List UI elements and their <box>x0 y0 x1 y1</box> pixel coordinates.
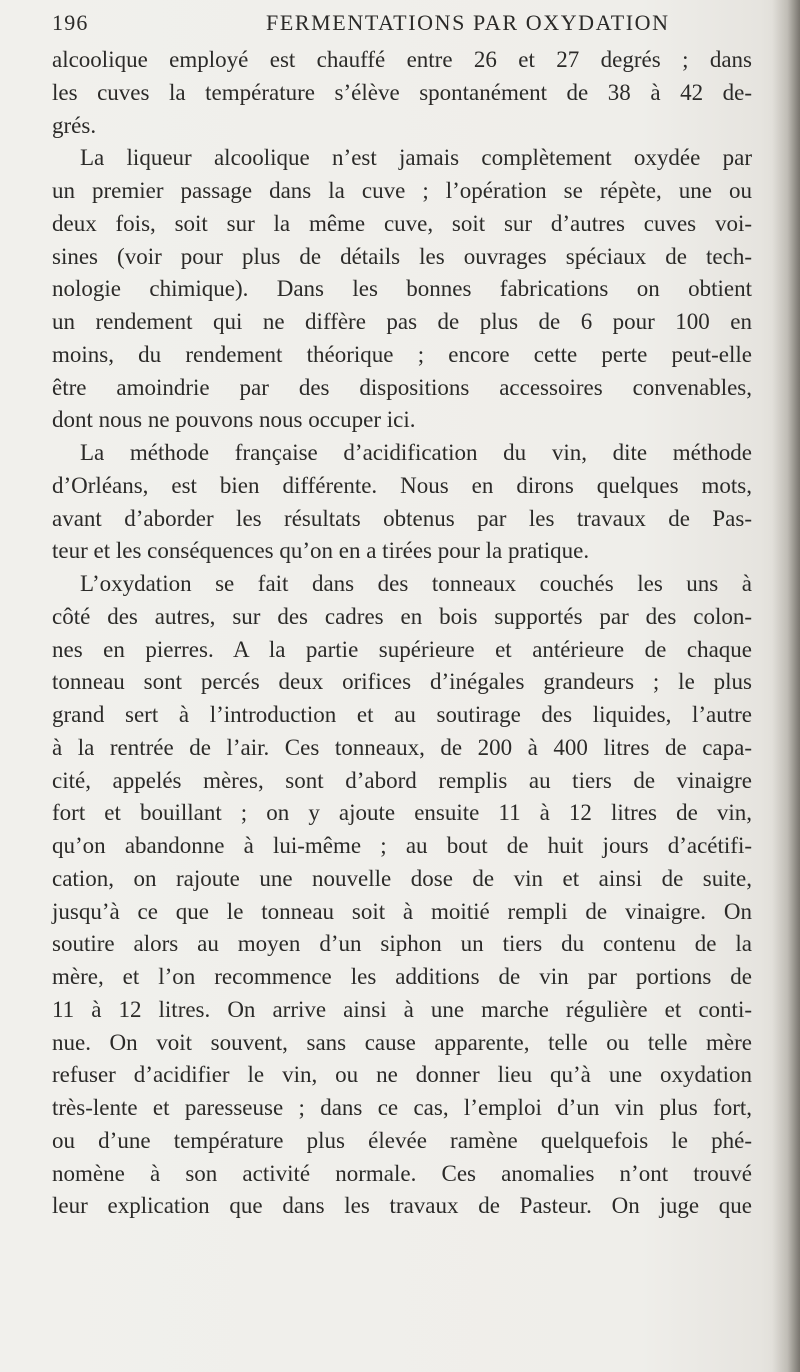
text-line: un premier passage dans la cuve ; l’opération se répète, une ou <box>52 178 752 203</box>
page-edge-shadow <box>772 0 800 1372</box>
text-line: nomène à son activité normale. Ces anomalies n’ont trouvé <box>52 1160 752 1186</box>
text-line: très-lente et paresseuse ; dans ce cas, l’emploi d’un vin plus fort, <box>52 1095 752 1120</box>
text-line: jusqu’à ce que le tonneau soit à moitié rempli de vinaigre. On <box>52 898 752 924</box>
text-line: leur explication que dans les travaux de Pasteur. On juge que <box>52 1193 752 1219</box>
text-line: être amoindrie par des dispositions accessoires convenables, <box>52 374 752 400</box>
page-header <box>52 10 752 40</box>
text-line: avant d’aborder les résultats obtenus par les travaux de Pas- <box>52 505 752 531</box>
text-line: nologie chimique). Dans les bonnes fabrications on obtient <box>52 276 752 302</box>
text-line: fort et bouillant ; on y ajoute ensuite 11 à 12 litres de vin, <box>52 800 752 826</box>
text-line: cité, appelés mères, sont d’abord remplis au tiers de vinaigre <box>52 767 752 793</box>
text-line: grés. <box>52 112 97 138</box>
text-line: à la rentrée de l’air. Ces tonneaux, de 200 à 400 litres de capa- <box>52 734 752 760</box>
running-head: FERMENTATIONS PAR OXYDATION <box>266 10 670 35</box>
text-line: dont nous ne pouvons nous occuper ici. <box>52 407 416 433</box>
text-line: teur et les conséquences qu’on en a tirées pour la pratique. <box>52 538 590 564</box>
text-line: côté des autres, sur des cadres en bois supportés par des colon- <box>52 603 752 629</box>
page-number: 196 <box>52 10 89 35</box>
text-line: un rendement qui ne diffère pas de plus de 6 pour 100 en <box>52 309 752 334</box>
text-line: refuser d’acidifier le vin, ou ne donner lieu qu’à une oxydation <box>52 1062 752 1088</box>
text-line: 11 à 12 litres. On arrive ainsi à une marche régulière et conti- <box>52 996 752 1022</box>
text-line: qu’on abandonne à lui-même ; au bout de huit jours d’acétifi- <box>52 833 752 858</box>
text-line: La liqueur alcoolique n’est jamais complètement oxydée par <box>80 145 752 171</box>
text-line: cation, on rajoute une nouvelle dose de vin et ainsi de suite, <box>52 865 752 891</box>
text-line: La méthode française d’acidification du vin, dite méthode <box>80 440 752 465</box>
text-line: nue. On voit souvent, sans cause apparente, telle ou telle mère <box>52 1029 752 1055</box>
body-text <box>52 44 752 1223</box>
text-line: moins, du rendement théorique ; encore cette perte peut-elle <box>52 341 752 367</box>
text-line: d’Orléans, est bien différente. Nous en dirons quelques mots, <box>52 472 752 498</box>
text-line: mère, et l’on recommence les additions de vin par portions de <box>52 964 752 989</box>
text-line: tonneau sont percés deux orifices d’inégales grandeurs ; le plus <box>52 669 752 695</box>
text-line: alcoolique employé est chauffé entre 26 et 27 degrés ; dans <box>52 47 752 72</box>
text-line: soutire alors au moyen d’un siphon un tiers du contenu de la <box>52 931 752 957</box>
text-line: ou d’une température plus élevée ramène quelquefois le phé- <box>52 1127 752 1153</box>
text-line: les cuves la température s’élève spontanément de 38 à 42 de- <box>52 79 752 105</box>
text-line: grand sert à l’introduction et au soutirage des liquides, l’autre <box>52 702 752 727</box>
text-line: L’oxydation se fait dans des tonneaux couchés les uns à <box>80 571 752 596</box>
text-line: nes en pierres. A la partie supérieure et antérieure de chaque <box>52 636 752 662</box>
text-line: deux fois, soit sur la même cuve, soit sur d’autres cuves voi- <box>52 210 752 236</box>
text-line: sines (voir pour plus de détails les ouvrages spéciaux de tech- <box>52 243 752 269</box>
